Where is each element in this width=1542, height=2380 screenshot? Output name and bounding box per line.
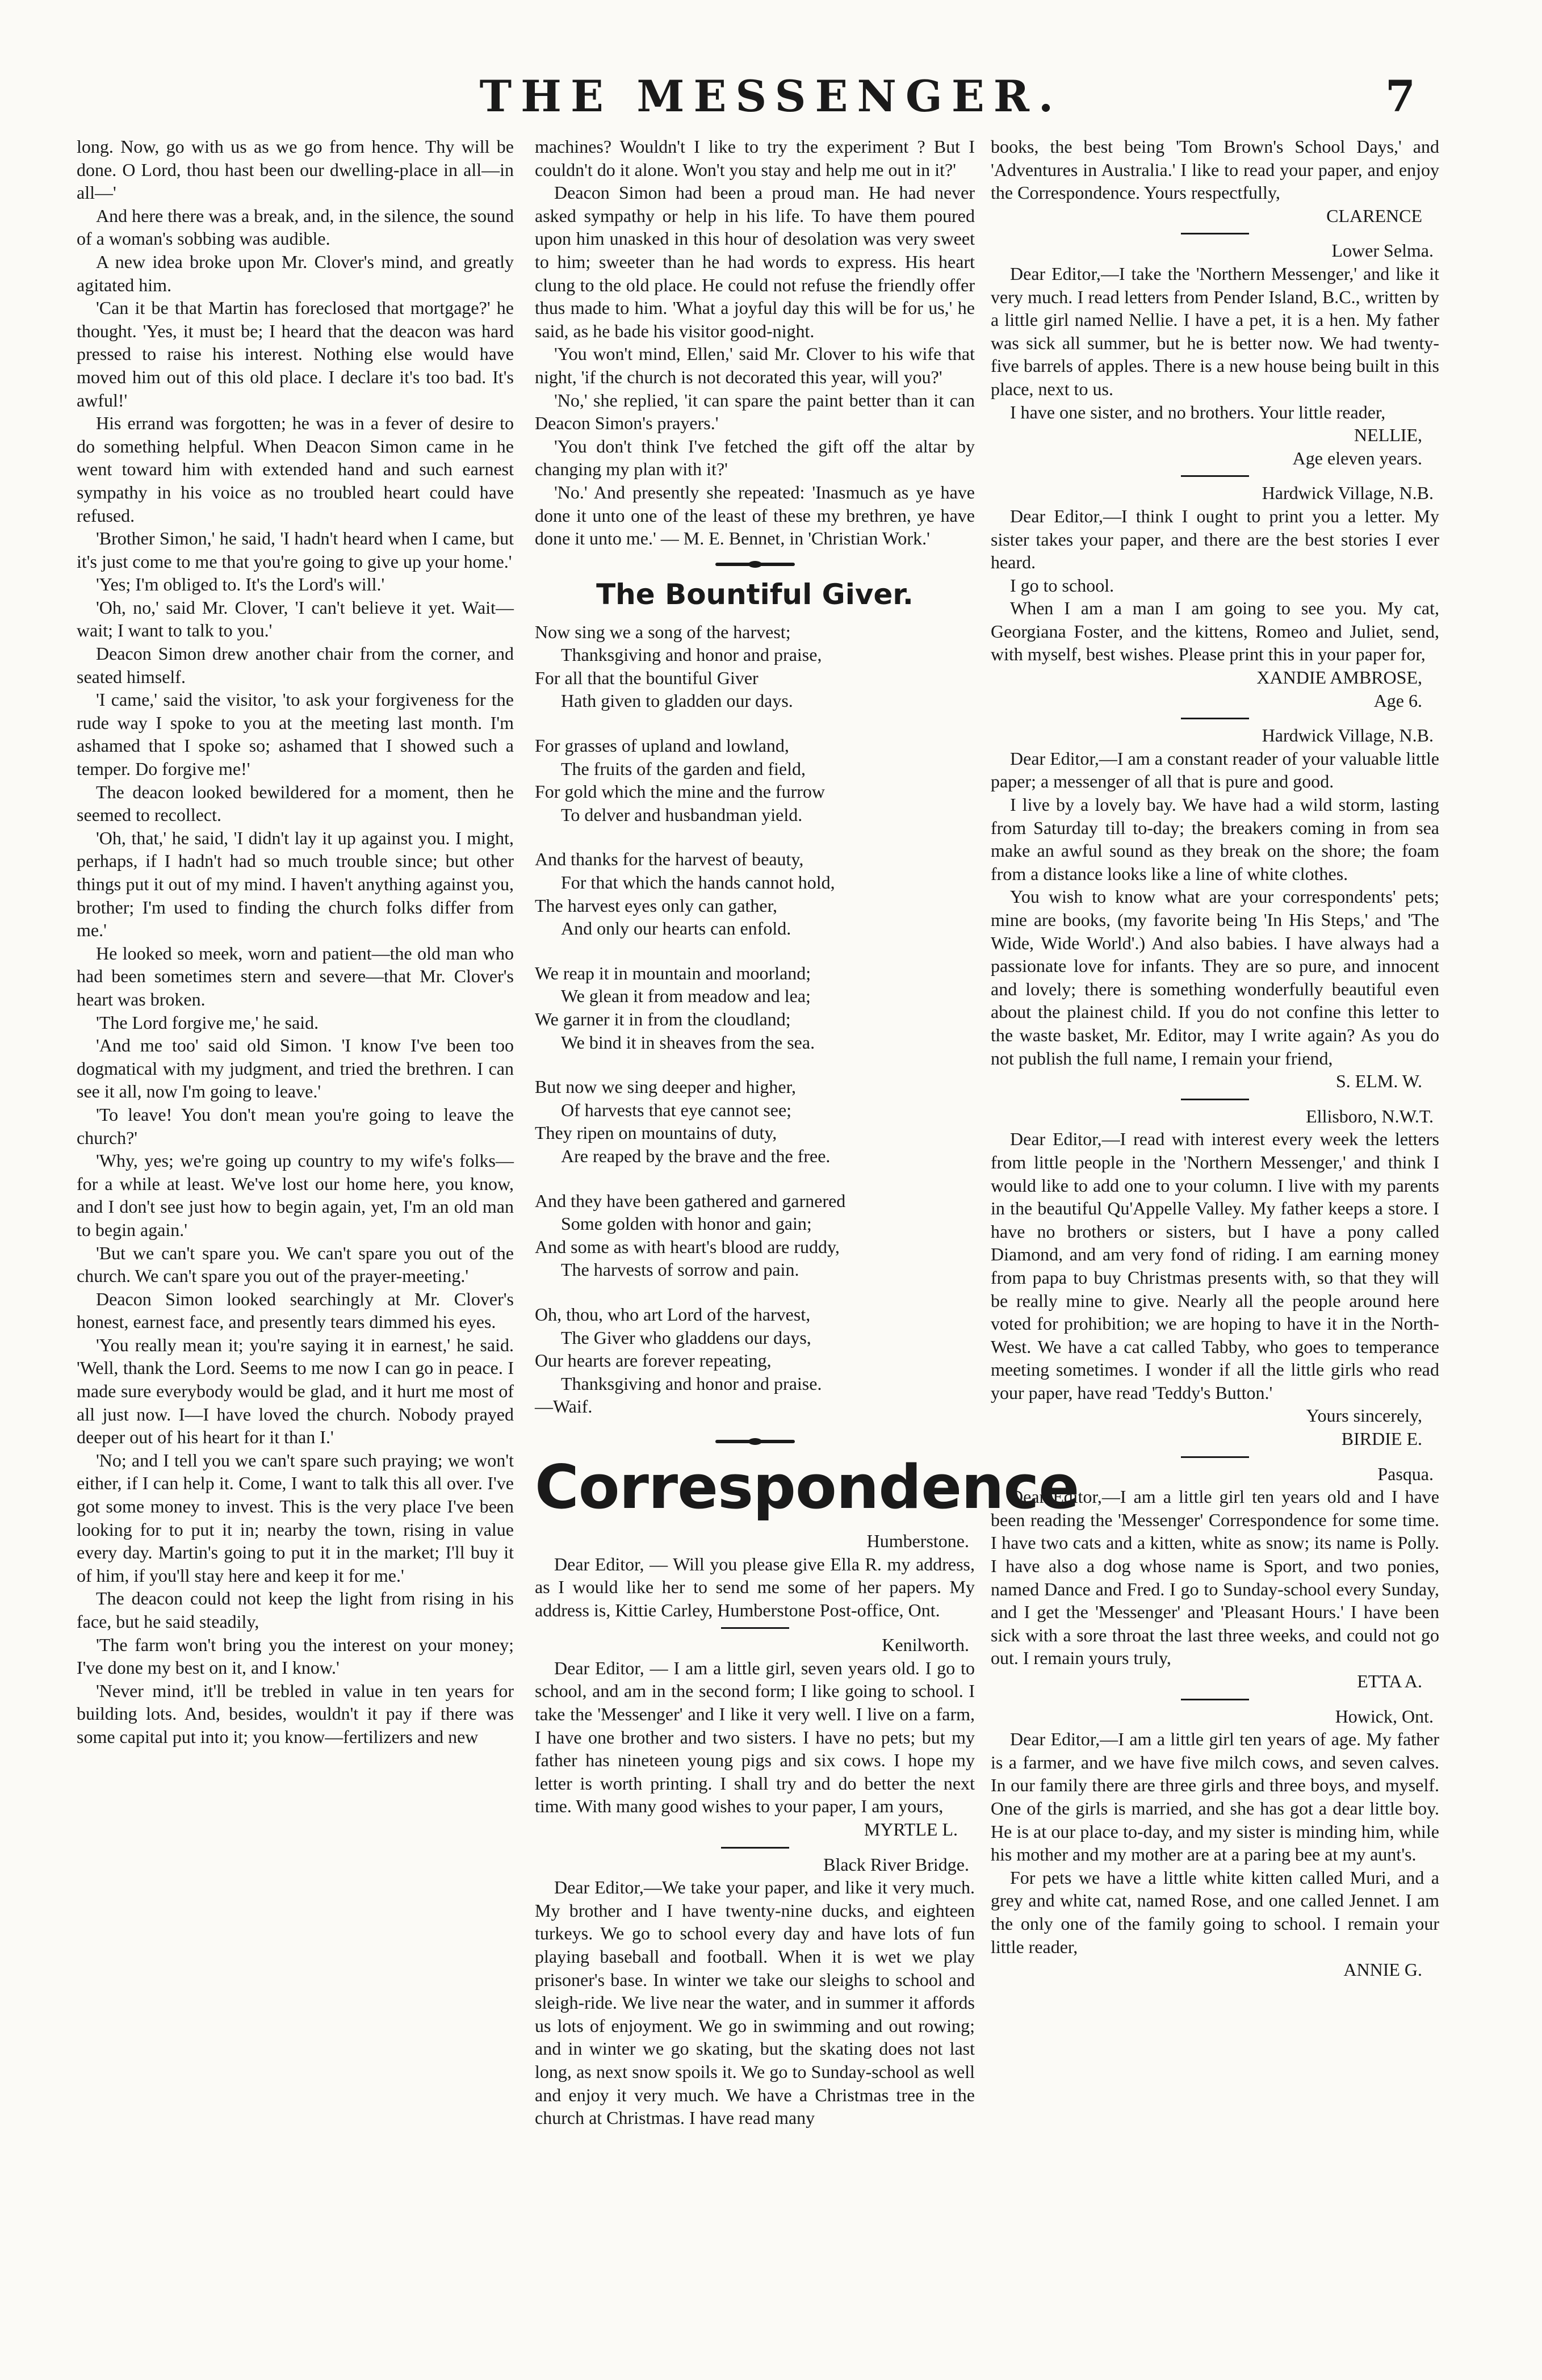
letter-place: Pasqua. <box>1377 1463 1434 1484</box>
letter-body: I have one sister, and no brothers. Your little reader, <box>1010 401 1386 422</box>
letter-signature: Yours sincerely, <box>1306 1405 1422 1426</box>
poem-stanza <box>535 1189 975 1281</box>
poem-line: The harvest eyes only can gather, <box>535 895 777 916</box>
letter-signature: NELLIE, <box>1354 425 1422 446</box>
story-paragraph: 'No.' And presently she repeated: 'Inasmuch as ye have done it unto one of the least of these my brethren, ye have done it unto me.' — M. E. Bennet, in 'Christian Work.' <box>535 481 975 549</box>
poem-line: Thanksgiving and honor and praise, <box>561 644 822 665</box>
story-paragraph: 'Can it be that Martin has foreclosed that mortgage?' he thought. 'Yes, it must be; I heard that the deacon was hard pressed to raise his interest. Nothing else would have moved him out of this old place. I declare it's too bad. It's awful!' <box>77 298 514 410</box>
story-paragraph: 'No; and I tell you we can't spare such praying; we won't either, if I can help it. Come, I want to talk this all over. I've got some money to invest. This is the very place I've been looking for to put it in; nearby the town, rising in value every day. Martin's going to put it in the market; I'll buy it of him, if you'll stay here and keep it for me.' <box>77 1449 514 1586</box>
letter-place: Howick, Ont. <box>1335 1706 1434 1727</box>
story-paragraph: Deacon Simon had been a proud man. He had never asked sympathy or help in his life. To have them poured upon him unasked in this hour of desolation was very sweet to him; sweeter than he had words to express. His heart clung to the old place. He could not refuse the friendly offer thus made to him. 'What a joyful day this will be for us,' he said, as he bade his visitor good-night. <box>535 182 975 341</box>
letter-signature: ANNIE G. <box>1343 1959 1422 1980</box>
letter-divider <box>1181 233 1249 234</box>
poem-line: They ripen on mountains of duty, <box>535 1122 777 1143</box>
letter-signature: CLARENCE <box>1326 205 1422 226</box>
letter-body: Dear Editor,—I read with interest every week the letters from little people in the 'Northern Messenger,' and think I would like to add one to your column. I live with my parents in the beautiful Qu'Appelle Valley. My father keeps a store. I have no brothers or sisters, but I have a pony called Diamond, and am very fond of riding. I am earning money from papa to buy Christmas presents with, so that they will be really mine to give. Nearly all the people around here voted for prohibition; we are hoping to have it in the North-West. We have a cat called Tabby, who goes to temperance meeting sometimes. I wonder if all the little girls who read your paper, have read 'Teddy's Button.' <box>991 1129 1439 1403</box>
story-paragraph: 'Why, yes; we're going up country to my wife's folks—for a while at least. We've lost our home here, you know, and I don't see just how to begin again, yet, I'm an old man to begin again.' <box>77 1150 514 1240</box>
poem-line: Are reaped by the brave and the free. <box>561 1145 831 1166</box>
letter-divider <box>1181 1699 1249 1700</box>
poem-line: And thanks for the harvest of beauty, <box>535 849 804 870</box>
poem-line: We bind it in sheaves from the sea. <box>561 1032 815 1053</box>
letter-body: You wish to know what are your correspondents' pets; mine are books, (my favorite being 'In His Steps,' and 'The Wide, Wide World'.) And also babies. I have always had a passionate love for infants. They are so pure, and innocent and lovely; there is something wonderfully beautiful even about the plainest child. If you do not confine this letter to the waste basket, Mr. Editor, may I write again? As you do not publish the full name, I remain your friend, <box>991 886 1439 1069</box>
poem-line: And only our hearts can enfold. <box>561 918 791 939</box>
letter-body: Dear Editor,—I think I ought to print you a letter. My sister takes your paper, and there are the best stories I ever heard. <box>991 505 1439 573</box>
poem-line: And some as with heart's blood are ruddy, <box>535 1236 840 1257</box>
poem-line: The Giver who gladdens our days, <box>561 1327 811 1348</box>
letter-body: Dear Editor,—I am a constant reader of your valuable little paper; a messenger of all that is pure and good. <box>991 748 1439 792</box>
letter-signature: XANDIE AMBROSE, <box>1256 667 1422 688</box>
column-1-story <box>77 135 514 2361</box>
letter-body: Dear Editor,—I take the 'Northern Messenger,' and like it very much. I read letters from Pender Island, B.C., written by a little girl named Nellie. I have a pet, it is a hen. My father was sick all summer, but he is better now. We had twenty-five barrels of apples. There is a new house being built in this place, next to us. <box>991 263 1439 399</box>
poem-stanza <box>535 1075 975 1167</box>
story-paragraph: And here there was a break, and, in the silence, the sound of a woman's sobbing was audible. <box>77 205 514 249</box>
story-paragraph: 'Yes; I'm obliged to. It's the Lord's will.' <box>96 574 385 595</box>
story-paragraph: 'You won't mind, Ellen,' said Mr. Clover to his wife that night, 'if the church is not decorated this year, will you?' <box>535 343 975 387</box>
poem-stanza <box>535 962 975 1054</box>
letter-divider <box>1181 475 1249 477</box>
story-paragraph: 'You don't think I've fetched the gift off the altar by changing my plan with it?' <box>535 435 975 480</box>
story-paragraph: A new idea broke upon Mr. Clover's mind, and greatly agitated him. <box>77 251 514 295</box>
story-paragraph: 'Oh, that,' he said, 'I didn't lay it up against you. I might, perhaps, if I hadn't had so much trouble since; but other things put it out of my mind. I haven't anything against you, brother; I'm used to finding the church folks differ from me.' <box>77 827 514 941</box>
letter-place: Humberstone. <box>866 1530 969 1551</box>
letter-divider <box>721 1847 789 1849</box>
poem-stanza <box>535 848 975 940</box>
letter-body: Dear Editor, — Will you please give Ella R. my address, as I would like her to send me some of her papers. My address is, Kittie Carley, Humberstone Post-office, Ont. <box>535 1553 975 1620</box>
correspondence-heading: Correspondence <box>535 1452 1079 1522</box>
letter-divider <box>1181 718 1249 719</box>
poem-stanza <box>535 734 975 826</box>
letter-body: For pets we have a little white kitten called Muri, and a grey and white cat, named Rose, and one called Jennet. I am the only one of the family going to school. I remain your little reader, <box>991 1867 1439 1957</box>
story-paragraph: long. Now, go with us as we go from hence. Thy will be done. O Lord, thou hast been our dwelling-place in all—in all—' <box>77 136 514 203</box>
letter-divider <box>721 1627 789 1629</box>
letter-body: books, the best being 'Tom Brown's School Days,' and 'Adventures in Australia.' I like to read your paper, and enjoy the Correspondence. Yours respectfully, <box>991 136 1439 203</box>
letter-signature-line: BIRDIE E. <box>1341 1428 1422 1449</box>
story-paragraph: 'Oh, no,' said Mr. Clover, 'I can't believe it yet. Wait—wait; I want to talk to you.' <box>77 597 514 641</box>
letter-signature-line: Age 6. <box>1373 690 1422 711</box>
poem-line: Hath given to gladden our days. <box>561 690 793 711</box>
letter-signature: S. ELM. W. <box>1335 1071 1422 1092</box>
poem-line: Of harvests that eye cannot see; <box>561 1099 792 1120</box>
letter-body: When I am a man I am going to see you. My cat, Georgiana Foster, and the kittens, Romeo and Juliet, send, with myself, best wishes. Please print this in your paper for, <box>991 598 1439 665</box>
poem-line: We garner it in from the cloudland; <box>535 1009 791 1029</box>
newspaper-masthead: THE MESSENGER. <box>479 71 1063 121</box>
poem-line: Thanksgiving and honor and praise. <box>561 1373 822 1394</box>
letter-divider <box>1181 1099 1249 1100</box>
poem-line: Some golden with honor and gain; <box>561 1213 812 1234</box>
story-paragraph: 'Brother Simon,' he said, 'I hadn't heard when I came, but it's just come to me that you're going to give up your home.' <box>77 528 514 572</box>
letter-place: Black River Bridge. <box>823 1854 969 1875</box>
poem-line: Now sing we a song of the harvest; <box>535 621 791 642</box>
letter-place: Lower Selma. <box>1331 240 1434 261</box>
story-paragraph: 'The farm won't bring you the interest on your money; I've done my best on it, and I know.' <box>77 1634 514 1678</box>
story-paragraph: His errand was forgotten; he was in a fever of desire to do something helpful. When Deacon Simon came in he went toward him with extended hand and such earnest sympathy in his voice as no troubled heart could have refused. <box>77 413 514 526</box>
poem-line: For all that the bountiful Giver <box>535 667 759 688</box>
poem-line: The harvests of sorrow and pain. <box>561 1259 799 1280</box>
poem-line: We reap it in mountain and moorland; <box>535 962 811 983</box>
story-paragraph: The deacon could not keep the light from rising in his face, but he said steadily, <box>77 1588 514 1632</box>
letter-body: I live by a lovely bay. We have had a wild storm, lasting from Saturday till to-day; the breakers coming in from sea make an awful sound as they break on the shore; the foam from a distance looks like a line of white clothes. <box>991 794 1439 884</box>
poem-stanza <box>535 1303 975 1418</box>
story-paragraph: 'Never mind, it'll be trebled in value in ten years for building lots. And, besides, wouldn't it pay if there was some capital put into it; you know—fertilizers and new <box>77 1680 514 1747</box>
story-paragraph: 'I came,' said the visitor, 'to ask your forgiveness for the rude way I spoke to you at the meeting last month. I'm ashamed that I spoke so; ashamed that I showed such a temper. Do forgive me!' <box>77 689 514 780</box>
page-number: 7 <box>1385 71 1415 121</box>
story-paragraph: 'But we can't spare you. We can't spare you out of the church. We can't spare you out of the prayer-meeting.' <box>77 1242 514 1287</box>
letter-signature: MYRTLE L. <box>864 1819 958 1840</box>
poem-line: But now we sing deeper and higher, <box>535 1076 796 1097</box>
poem-stanza <box>535 621 975 713</box>
story-paragraph: The deacon looked bewildered for a moment, then he seemed to recollect. <box>77 781 514 826</box>
poem-line: For grasses of upland and lowland, <box>535 735 789 756</box>
poem-line: And they have been gathered and garnered <box>535 1190 846 1211</box>
column-2 <box>535 135 1079 2361</box>
letter-body: Dear Editor,—I am a little girl ten years of age. My father is a farmer, and we have five milch cows, and seven calves. In our family there are three girls and three boys, and myself. One of the girls is married, and she has got a dear little boy. He is at our place to-day, and my sister is minding him, while his mother and my mother are at a paring bee at my aunt's. <box>991 1729 1439 1865</box>
story-paragraph: 'And me too' said old Simon. 'I know I've been too dogmatical with my judgment, and tried the brethren. I can see it all, now I'm going to leave.' <box>77 1035 514 1102</box>
poem-source: —Waif. <box>535 1396 593 1417</box>
story-paragraph: He looked so meek, worn and patient—the old man who had been sometimes stern and severe—that Mr. Clover's heart was broken. <box>77 942 514 1009</box>
poem-line: The fruits of the garden and field, <box>561 758 806 779</box>
story-paragraph: 'No,' she replied, 'it can spare the paint better than it can Deacon Simon's prayers.' <box>535 389 975 434</box>
letter-place: Hardwick Village, N.B. <box>1262 483 1434 504</box>
story-paragraph: 'The Lord forgive me,' he said. <box>96 1012 319 1033</box>
story-paragraph: 'To leave! You don't mean you're going to leave the church?' <box>77 1104 514 1148</box>
story-paragraph: Deacon Simon looked searchingly at Mr. Clover's honest, earnest face, and presently tears dimmed his eyes. <box>77 1288 514 1333</box>
story-paragraph: 'You really mean it; you're saying it in earnest,' he said. 'Well, thank the Lord. Seems to me now I can go in peace. I made sure everybody would be glad, and it hurt me most of all just now. I—I have loved the church. Nobody prayed deeper out of his heart for it than I.' <box>77 1334 514 1448</box>
letter-place: Ellisboro, N.W.T. <box>1306 1105 1434 1126</box>
story-paragraph: machines? Wouldn't I like to try the experiment ? But I couldn't do it alone. Won't you stay and help me out in it?' <box>535 136 975 180</box>
letter-place: Kenilworth. <box>882 1635 969 1656</box>
poem-line: To delver and husbandman yield. <box>561 804 803 825</box>
column-3-correspondence <box>991 135 1439 2361</box>
letter-signature-line: Age eleven years. <box>1292 447 1422 468</box>
poem-line: For gold which the mine and the furrow <box>535 781 825 802</box>
story-paragraph: Deacon Simon drew another chair from the corner, and seated himself. <box>77 643 514 687</box>
letter-body: Dear Editor, — I am a little girl, seven years old. I go to school, and am in the second form; I like going to school. I take the 'Messenger' and I like it very well. I live on a farm, I have one brother and two sisters. I have no pets; but my father has nineteen young pigs and six cows. I hope my letter is worth printing. I shall try and do better the next time. With many good wishes to your paper, I am yours, <box>535 1657 975 1817</box>
poem-line: Our hearts are forever repeating, <box>535 1350 772 1371</box>
letter-place: Hardwick Village, N.B. <box>1262 725 1434 746</box>
ornamental-divider <box>715 563 795 566</box>
letter-divider <box>1181 1456 1249 1458</box>
letter-signature: ETTA A. <box>1357 1671 1422 1691</box>
poem-title: The Bountiful Giver. <box>596 577 914 611</box>
poem-line: Oh, thou, who art Lord of the harvest, <box>535 1304 811 1325</box>
letter-body: Dear Editor,—I am a little girl ten years old and I have been reading the 'Messenger' Correspondence for some time. I have two cats and a kitten, white as snow; its name is Polly. I have also a dog whose name is Sport, and two ponies, named Dance and Fred. I go to Sunday-school every Sunday, and I get the 'Messenger' and 'Pleasant Hours.' I have been sick with a sore throat the last three weeks, and could not go out. I remain yours truly, <box>991 1486 1439 1669</box>
letter-body: I go to school. <box>1010 575 1114 596</box>
letter-body: Dear Editor,—We take your paper, and like it very much. My brother and I have twenty-nine ducks, and eighteen turkeys. We go to school every day and have lots of fun playing baseball and football. When it is wet we play prisoner's base. In winter we take our sleighs to school and sleigh-ride. We live near the water, and in summer it affords us lots of enjoyment. We go in swimming and out rowing; and in winter we go skating, but the skating does not last long, as next snow spoils it. We go to Sunday-school as well and enjoy it very much. We have a Christmas tree in the church at Christmas. I have read many <box>535 1877 975 2128</box>
poem-line: For that which the hands cannot hold, <box>561 872 835 893</box>
ornamental-divider <box>715 1440 795 1443</box>
poem-line: We glean it from meadow and lea; <box>561 986 811 1007</box>
